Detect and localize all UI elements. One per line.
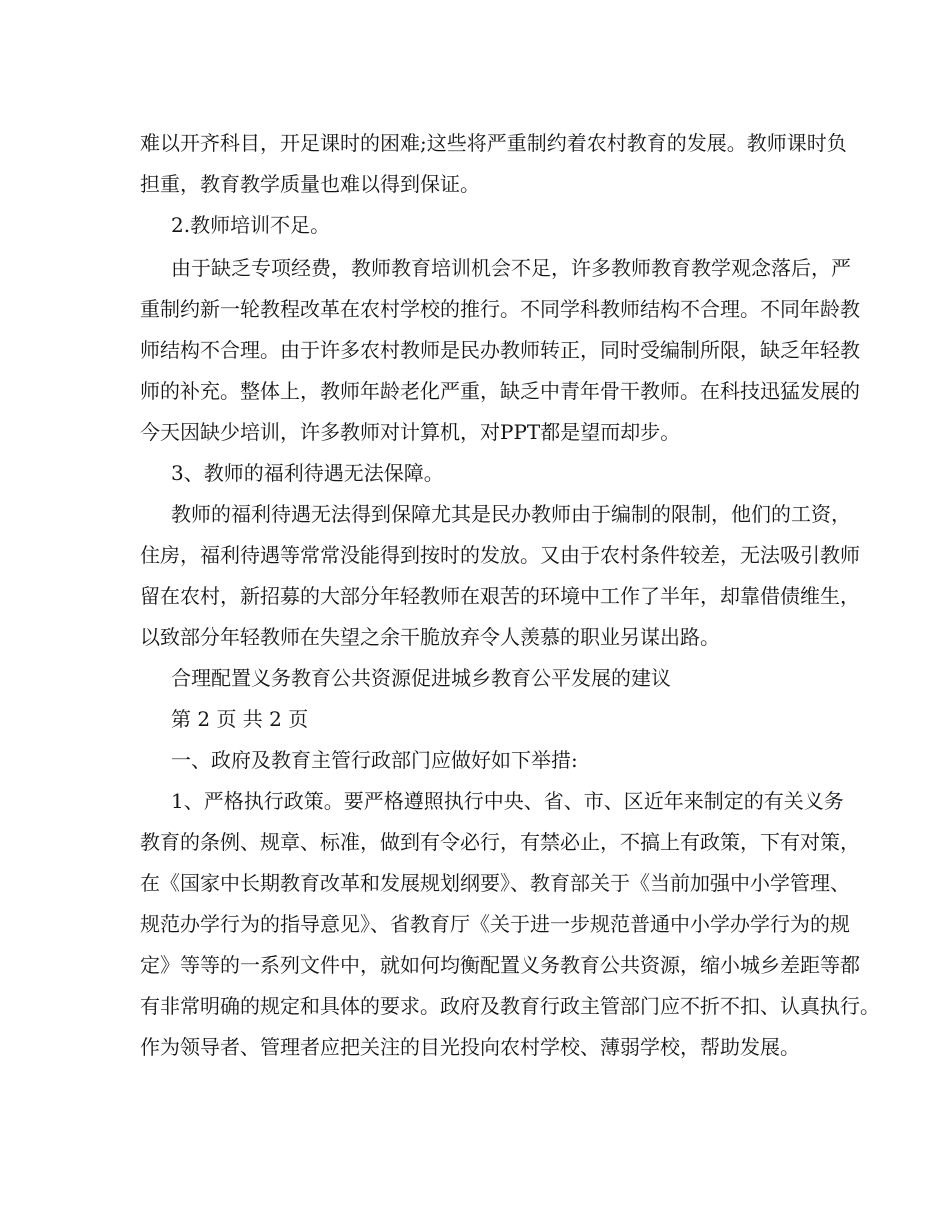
text-line: 定》等等的一系列文件中，就如何均衡配置义务教育公共资源，缩小城乡差距等都 bbox=[140, 953, 860, 977]
text-line: 作为领导者、管理者应把关注的目光投向农村学校、薄弱学校，帮助发展。 bbox=[140, 1035, 800, 1059]
text-line: 有非常明确的规定和具体的要求。政府及教育行政主管部门应不折不扣、认真执行。 bbox=[140, 994, 880, 1018]
text-line: 今天因缺少培训，许多教师对计算机，对PPT都是望而却步。 bbox=[140, 420, 681, 444]
text-line: 住房，福利待遇等常常没能得到按时的发放。又由于农村条件较差，无法吸引教师 bbox=[140, 543, 860, 567]
section-heading: 3、教师的福利待遇无法保障。 bbox=[171, 461, 444, 485]
section-title: 合理配置义务教育公共资源促进城乡教育公平发展的建议 bbox=[171, 666, 671, 690]
section-heading: 2.教师培训不足。 bbox=[171, 213, 331, 237]
text-line: 教师的福利待遇无法得到保障尤其是民办教师由于编制的限制，他们的工资， bbox=[171, 502, 851, 526]
text-line: 由于缺乏专项经费，教师教育培训机会不足，许多教师教育教学观念落后，严 bbox=[171, 256, 851, 280]
text-line: 1、严格执行政策。要严格遵照执行中央、省、市、区近年来制定的有关义务 bbox=[171, 789, 844, 813]
text-line: 担重，教育教学质量也难以得到保证。 bbox=[140, 172, 480, 196]
text-line: 重制约新一轮教程改革在农村学校的推行。不同学科教师结构不合理。不同年龄教 bbox=[140, 297, 860, 321]
section-heading: 一、政府及教育主管行政部门应做好如下举措: bbox=[171, 748, 578, 772]
page-number: 第 2 页 共 2 页 bbox=[171, 707, 309, 731]
text-line: 规范办学行为的指导意见》、省教育厅《关于进一步规范普通中小学办学行为的规 bbox=[140, 912, 850, 936]
text-line: 教育的条例、规章、标准，做到有令必行，有禁必止，不搞上有政策，下有对策， bbox=[140, 830, 860, 854]
text-line: 以致部分年轻教师在失望之余干脆放弃令人羡慕的职业另谋出路。 bbox=[140, 625, 720, 649]
text-line: 难以开齐科目，开足课时的困难;这些将严重制约着农村教育的发展。教师课时负 bbox=[140, 131, 847, 155]
text-line: 师结构不合理。由于许多农村教师是民办教师转正，同时受编制所限，缺乏年轻教 bbox=[140, 338, 860, 362]
text-line: 在《国家中长期教育改革和发展规划纲要》、教育部关于《当前加强中小学管理、 bbox=[140, 871, 850, 895]
text-line: 留在农村，新招募的大部分年轻教师在艰苦的环境中工作了半年，却靠借债维生， bbox=[140, 584, 860, 608]
text-line: 师的补充。整体上，教师年龄老化严重，缺乏中青年骨干教师。在科技迅猛发展的 bbox=[140, 379, 860, 403]
